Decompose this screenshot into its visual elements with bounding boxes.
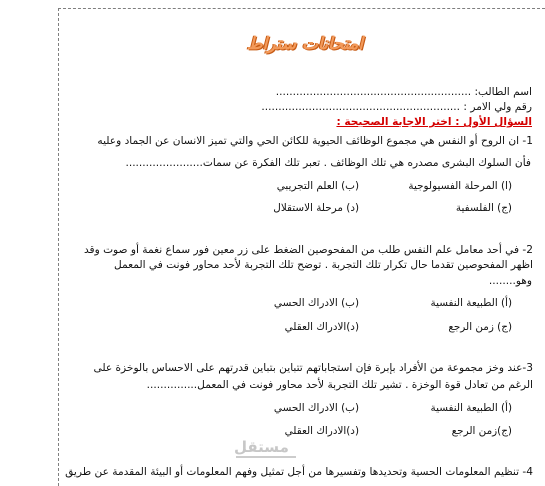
- question-1-line-2: فأن السلوك البشرى مصدره هي تلك الوظائف . تعبر تلك الفكرة عن سمات.......................: [125, 157, 531, 169]
- exam-title: امتحانات ستراط: [246, 34, 364, 54]
- question-2-line-3: وهو........: [488, 275, 532, 287]
- question-2-option-a[interactable]: (أ) الطبيعة النفسية: [430, 297, 512, 309]
- question-2-option-b[interactable]: (ب) الادراك الحسي: [273, 297, 359, 309]
- question-2-line-1: 2- في أحد معامل علم النفس طلب من المفحوصين الضغط على زر معين فور سماع نغمة أو صوت وقد: [83, 244, 533, 256]
- question-1-line-1: 1- ان الروح أو النفس هي مجموع الوظائف الحيوية للكائن الحي والتي تميز الانسان عن الجماد وعليه: [97, 135, 533, 147]
- watermark-logo: مستقل: [234, 438, 289, 456]
- guardian-number-line: رقم ولي الامر : ...........................................................: [261, 101, 532, 113]
- question-3-line-2: الرغم من تعادل قوة الوخزة . تشير تلك التجربة لأحد محاور فونت في المعمل...............: [146, 379, 533, 391]
- question-1-option-d[interactable]: (د) مرحلة الاستقلال: [273, 202, 359, 214]
- question-3-line-1: 3-عند وخز مجموعة من الأفراد بإبرة فإن استجاباتهم تتباين بتباين قدرتهم على الاحساس بالوخزة على: [93, 362, 533, 374]
- watermark-underline: [236, 456, 296, 458]
- student-name-line: اسم الطالب: ..........................................................: [275, 86, 532, 98]
- question-2-option-c[interactable]: (ج) زمن الرجع: [448, 321, 512, 333]
- question-1-option-b[interactable]: (ب) العلم التجريبي: [276, 180, 359, 192]
- question-3-option-a[interactable]: (أ) الطبيعة النفسية: [430, 402, 512, 414]
- question-2-line-2: اظهر المفحوصين تقدما حال تكرار تلك التجربة . توضح تلك التجربة لأحد محاور فونت في المعمل: [114, 259, 533, 271]
- question-3-option-b[interactable]: (ب) الادراك الحسي: [273, 402, 359, 414]
- question-3-option-c[interactable]: (ج)زمن الرجع: [451, 425, 512, 437]
- question-3-option-d[interactable]: (د)الادراك العقلي: [284, 425, 359, 437]
- question-4-line-1: 4- تنظيم المعلومات الحسية وتحديدها وتفسيرها من أجل تمثيل وفهم المعلومات أو البيئة المقدمة عن طريق: [65, 466, 533, 478]
- question-1-option-a[interactable]: (ا) المرحلة الفسيولوجية: [408, 180, 512, 192]
- section-one-heading: السؤال الأول : اختر الاجابة الصحيحة :: [336, 116, 532, 128]
- question-2-option-d[interactable]: (د)الادراك العقلي: [284, 321, 359, 333]
- question-1-option-c[interactable]: (ج) الفلسفية: [455, 202, 512, 214]
